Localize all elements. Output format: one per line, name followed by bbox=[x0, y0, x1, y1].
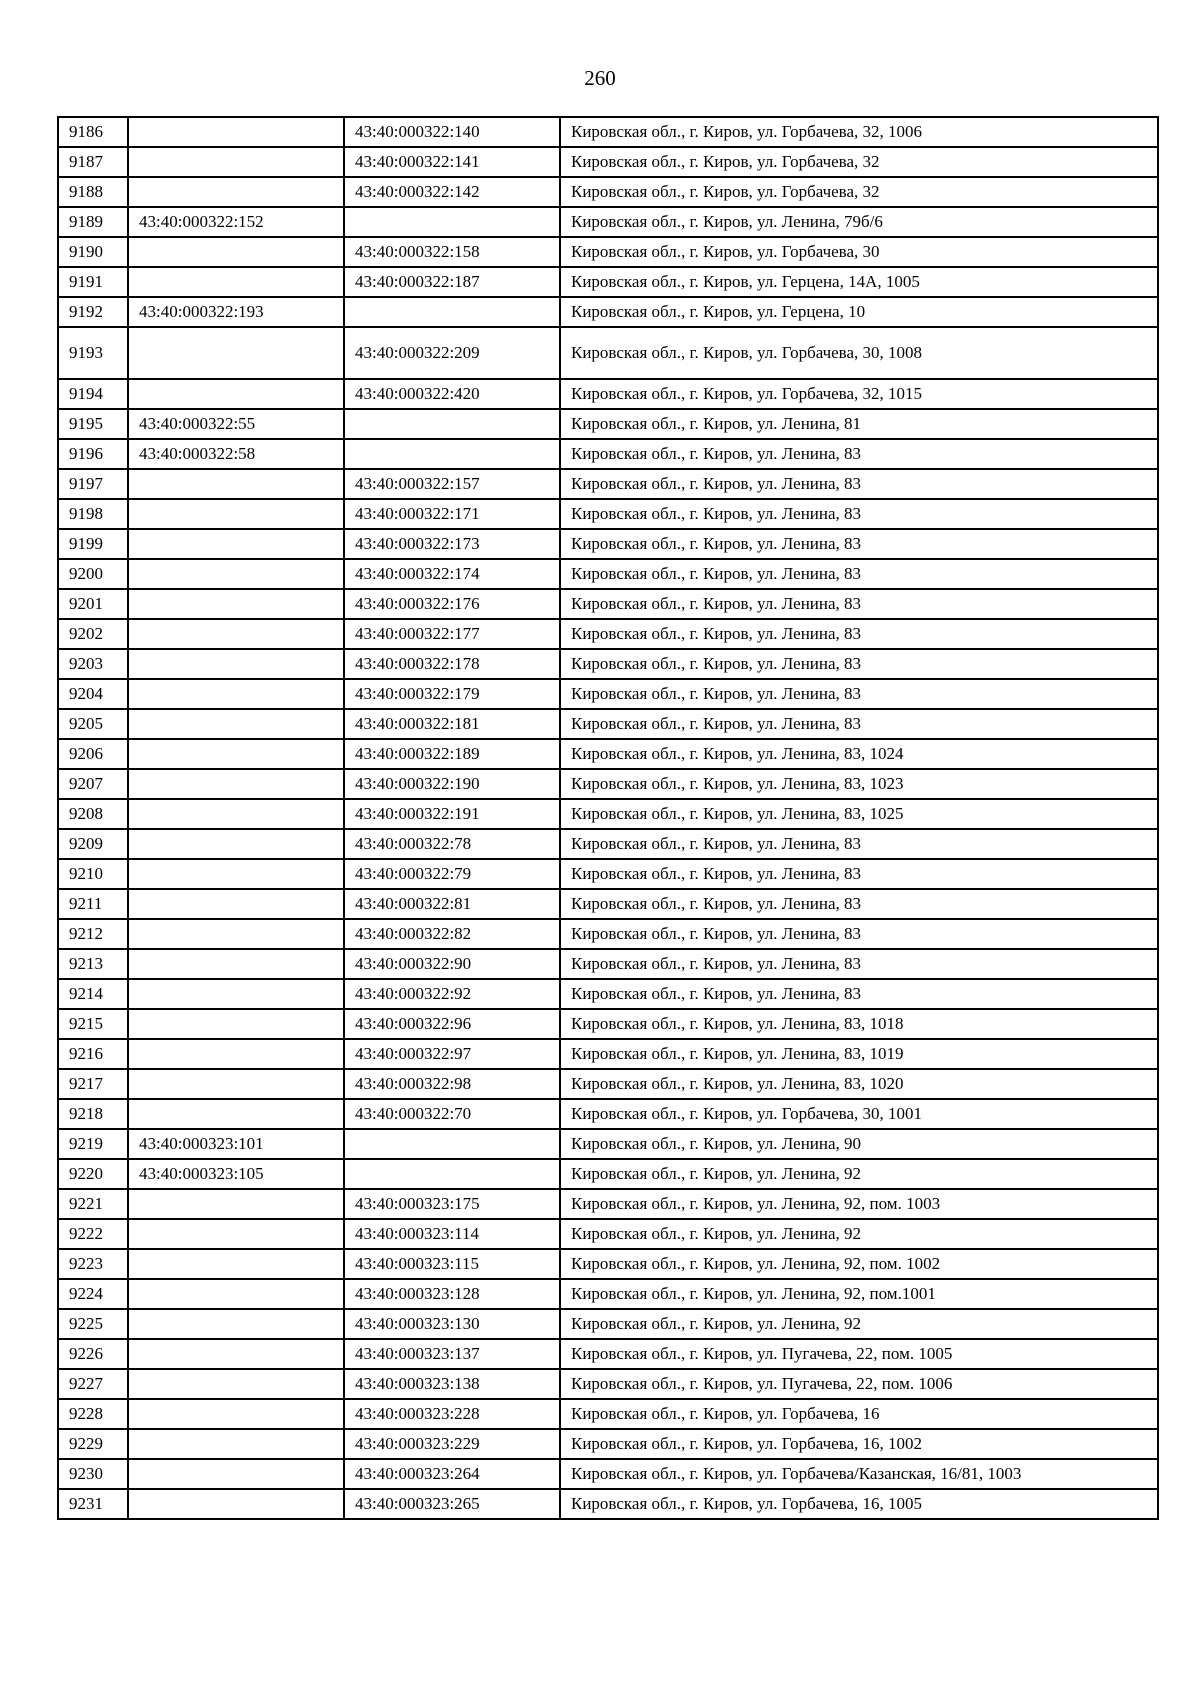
land-cadastral-number-cell bbox=[128, 679, 344, 709]
land-cadastral-number-cell bbox=[128, 859, 344, 889]
table-row bbox=[58, 469, 1158, 499]
land-cadastral-number-cell bbox=[128, 1309, 344, 1339]
object-cadastral-number-cell: 43:40:000322:179 bbox=[344, 679, 560, 709]
land-cadastral-number-cell bbox=[128, 1459, 344, 1489]
object-cadastral-number-cell: 43:40:000323:175 bbox=[344, 1189, 560, 1219]
object-cadastral-number-cell: 43:40:000323:138 bbox=[344, 1369, 560, 1399]
table-row bbox=[58, 619, 1158, 649]
row-number-cell: 9219 bbox=[58, 1129, 128, 1159]
row-number-cell: 9220 bbox=[58, 1159, 128, 1189]
address-cell: Кировская обл., г. Киров, ул. Ленина, 83 bbox=[560, 499, 1158, 529]
table-row bbox=[58, 1279, 1158, 1309]
table-row bbox=[58, 919, 1158, 949]
row-number-cell: 9225 bbox=[58, 1309, 128, 1339]
address-cell: Кировская обл., г. Киров, ул. Ленина, 81 bbox=[560, 409, 1158, 439]
table-row bbox=[58, 207, 1158, 237]
object-cadastral-number-cell: 43:40:000322:97 bbox=[344, 1039, 560, 1069]
address-cell: Кировская обл., г. Киров, ул. Ленина, 83 bbox=[560, 949, 1158, 979]
address-cell: Кировская обл., г. Киров, ул. Ленина, 83, 1025 bbox=[560, 799, 1158, 829]
table-row bbox=[58, 589, 1158, 619]
table-row bbox=[58, 499, 1158, 529]
table-row bbox=[58, 529, 1158, 559]
object-cadastral-number-cell: 43:40:000322:141 bbox=[344, 147, 560, 177]
page-number: 260 bbox=[584, 66, 616, 90]
object-cadastral-number-cell: 43:40:000323:114 bbox=[344, 1219, 560, 1249]
object-cadastral-number-cell: 43:40:000323:137 bbox=[344, 1339, 560, 1369]
row-number-cell: 9214 bbox=[58, 979, 128, 1009]
land-cadastral-number-cell bbox=[128, 379, 344, 409]
address-cell: Кировская обл., г. Киров, ул. Пугачева, 22, пом. 1006 bbox=[560, 1369, 1158, 1399]
land-cadastral-number-cell bbox=[128, 949, 344, 979]
row-number-cell: 9198 bbox=[58, 499, 128, 529]
row-number-cell: 9204 bbox=[58, 679, 128, 709]
row-number-cell: 9228 bbox=[58, 1399, 128, 1429]
object-cadastral-number-cell: 43:40:000323:265 bbox=[344, 1489, 560, 1519]
object-cadastral-number-cell bbox=[344, 439, 560, 469]
land-cadastral-number-cell bbox=[128, 919, 344, 949]
land-cadastral-number-cell bbox=[128, 1399, 344, 1429]
address-cell: Кировская обл., г. Киров, ул. Ленина, 92, пом. 1002 bbox=[560, 1249, 1158, 1279]
table-row bbox=[58, 1489, 1158, 1519]
object-cadastral-number-cell: 43:40:000322:142 bbox=[344, 177, 560, 207]
table-row bbox=[58, 327, 1158, 379]
address-cell: Кировская обл., г. Киров, ул. Ленина, 92 bbox=[560, 1309, 1158, 1339]
row-number-cell: 9191 bbox=[58, 267, 128, 297]
table-row bbox=[58, 829, 1158, 859]
table-row bbox=[58, 709, 1158, 739]
table-row bbox=[58, 1459, 1158, 1489]
address-cell: Кировская обл., г. Киров, ул. Ленина, 83 bbox=[560, 979, 1158, 1009]
object-cadastral-number-cell: 43:40:000322:81 bbox=[344, 889, 560, 919]
object-cadastral-number-cell bbox=[344, 297, 560, 327]
table-row bbox=[58, 1069, 1158, 1099]
address-cell: Кировская обл., г. Киров, ул. Ленина, 83, 1024 bbox=[560, 739, 1158, 769]
table-row bbox=[58, 1039, 1158, 1069]
row-number-cell: 9186 bbox=[58, 117, 128, 147]
row-number-cell: 9217 bbox=[58, 1069, 128, 1099]
object-cadastral-number-cell: 43:40:000322:157 bbox=[344, 469, 560, 499]
row-number-cell: 9206 bbox=[58, 739, 128, 769]
table-row bbox=[58, 649, 1158, 679]
land-cadastral-number-cell bbox=[128, 1249, 344, 1279]
row-number-cell: 9194 bbox=[58, 379, 128, 409]
land-cadastral-number-cell bbox=[128, 1489, 344, 1519]
land-cadastral-number-cell bbox=[128, 327, 344, 379]
land-cadastral-number-cell bbox=[128, 1009, 344, 1039]
address-cell: Кировская обл., г. Киров, ул. Пугачева, 22, пом. 1005 bbox=[560, 1339, 1158, 1369]
land-cadastral-number-cell bbox=[128, 117, 344, 147]
object-cadastral-number-cell: 43:40:000322:420 bbox=[344, 379, 560, 409]
row-number-cell: 9226 bbox=[58, 1339, 128, 1369]
table-row bbox=[58, 1399, 1158, 1429]
object-cadastral-number-cell: 43:40:000322:79 bbox=[344, 859, 560, 889]
row-number-cell: 9196 bbox=[58, 439, 128, 469]
address-cell: Кировская обл., г. Киров, ул. Ленина, 83 bbox=[560, 889, 1158, 919]
address-cell: Кировская обл., г. Киров, ул. Горбачева, 30 bbox=[560, 237, 1158, 267]
land-cadastral-number-cell: 43:40:000323:105 bbox=[128, 1159, 344, 1189]
table-row bbox=[58, 237, 1158, 267]
table-row bbox=[58, 147, 1158, 177]
row-number-cell: 9195 bbox=[58, 409, 128, 439]
table-row bbox=[58, 1159, 1158, 1189]
row-number-cell: 9192 bbox=[58, 297, 128, 327]
row-number-cell: 9215 bbox=[58, 1009, 128, 1039]
address-cell: Кировская обл., г. Киров, ул. Ленина, 92, пом.1001 bbox=[560, 1279, 1158, 1309]
table-row bbox=[58, 949, 1158, 979]
object-cadastral-number-cell: 43:40:000322:176 bbox=[344, 589, 560, 619]
row-number-cell: 9202 bbox=[58, 619, 128, 649]
address-cell: Кировская обл., г. Киров, ул. Ленина, 83 bbox=[560, 619, 1158, 649]
land-cadastral-number-cell bbox=[128, 1429, 344, 1459]
land-cadastral-number-cell bbox=[128, 739, 344, 769]
table-row bbox=[58, 409, 1158, 439]
object-cadastral-number-cell: 43:40:000322:173 bbox=[344, 529, 560, 559]
land-cadastral-number-cell bbox=[128, 979, 344, 1009]
address-cell: Кировская обл., г. Киров, ул. Горбачева, 16, 1005 bbox=[560, 1489, 1158, 1519]
address-cell: Кировская обл., г. Киров, ул. Горбачева, 30, 1008 bbox=[560, 327, 1158, 379]
address-cell: Кировская обл., г. Киров, ул. Ленина, 92 bbox=[560, 1159, 1158, 1189]
object-cadastral-number-cell: 43:40:000322:174 bbox=[344, 559, 560, 589]
table-row bbox=[58, 177, 1158, 207]
land-cadastral-number-cell bbox=[128, 1219, 344, 1249]
address-cell: Кировская обл., г. Киров, ул. Ленина, 83 bbox=[560, 529, 1158, 559]
row-number-cell: 9213 bbox=[58, 949, 128, 979]
address-cell: Кировская обл., г. Киров, ул. Герцена, 10 bbox=[560, 297, 1158, 327]
land-cadastral-number-cell bbox=[128, 829, 344, 859]
object-cadastral-number-cell: 43:40:000322:181 bbox=[344, 709, 560, 739]
land-cadastral-number-cell bbox=[128, 589, 344, 619]
object-cadastral-number-cell: 43:40:000322:178 bbox=[344, 649, 560, 679]
land-cadastral-number-cell bbox=[128, 499, 344, 529]
land-cadastral-number-cell bbox=[128, 1339, 344, 1369]
object-cadastral-number-cell: 43:40:000323:229 bbox=[344, 1429, 560, 1459]
row-number-cell: 9199 bbox=[58, 529, 128, 559]
object-cadastral-number-cell: 43:40:000323:115 bbox=[344, 1249, 560, 1279]
row-number-cell: 9218 bbox=[58, 1099, 128, 1129]
address-cell: Кировская обл., г. Киров, ул. Ленина, 83 bbox=[560, 469, 1158, 499]
land-cadastral-number-cell: 43:40:000322:58 bbox=[128, 439, 344, 469]
object-cadastral-number-cell: 43:40:000323:228 bbox=[344, 1399, 560, 1429]
object-cadastral-number-cell: 43:40:000322:158 bbox=[344, 237, 560, 267]
row-number-cell: 9212 bbox=[58, 919, 128, 949]
row-number-cell: 9216 bbox=[58, 1039, 128, 1069]
address-cell: Кировская обл., г. Киров, ул. Горбачева, 32, 1006 bbox=[560, 117, 1158, 147]
object-cadastral-number-cell: 43:40:000322:171 bbox=[344, 499, 560, 529]
table-row bbox=[58, 559, 1158, 589]
land-cadastral-number-cell bbox=[128, 177, 344, 207]
object-cadastral-number-cell bbox=[344, 409, 560, 439]
table-row bbox=[58, 267, 1158, 297]
table-row bbox=[58, 379, 1158, 409]
object-cadastral-number-cell: 43:40:000322:209 bbox=[344, 327, 560, 379]
row-number-cell: 9201 bbox=[58, 589, 128, 619]
address-cell: Кировская обл., г. Киров, ул. Горбачева/Казанская, 16/81, 1003 bbox=[560, 1459, 1158, 1489]
row-number-cell: 9210 bbox=[58, 859, 128, 889]
table-row bbox=[58, 1339, 1158, 1369]
table-row bbox=[58, 1099, 1158, 1129]
table-row bbox=[58, 439, 1158, 469]
land-cadastral-number-cell bbox=[128, 267, 344, 297]
object-cadastral-number-cell: 43:40:000322:189 bbox=[344, 739, 560, 769]
land-cadastral-number-cell bbox=[128, 529, 344, 559]
table-row bbox=[58, 1429, 1158, 1459]
object-cadastral-number-cell: 43:40:000322:98 bbox=[344, 1069, 560, 1099]
land-cadastral-number-cell bbox=[128, 1039, 344, 1069]
object-cadastral-number-cell: 43:40:000322:187 bbox=[344, 267, 560, 297]
object-cadastral-number-cell: 43:40:000322:191 bbox=[344, 799, 560, 829]
row-number-cell: 9229 bbox=[58, 1429, 128, 1459]
row-number-cell: 9200 bbox=[58, 559, 128, 589]
land-cadastral-number-cell: 43:40:000322:152 bbox=[128, 207, 344, 237]
address-cell: Кировская обл., г. Киров, ул. Ленина, 83 bbox=[560, 829, 1158, 859]
land-cadastral-number-cell bbox=[128, 1099, 344, 1129]
address-cell: Кировская обл., г. Киров, ул. Ленина, 92, пом. 1003 bbox=[560, 1189, 1158, 1219]
land-cadastral-number-cell bbox=[128, 1369, 344, 1399]
land-cadastral-number-cell bbox=[128, 1069, 344, 1099]
table-row bbox=[58, 1189, 1158, 1219]
table-row bbox=[58, 1309, 1158, 1339]
object-cadastral-number-cell: 43:40:000322:82 bbox=[344, 919, 560, 949]
row-number-cell: 9231 bbox=[58, 1489, 128, 1519]
row-number-cell: 9188 bbox=[58, 177, 128, 207]
row-number-cell: 9223 bbox=[58, 1249, 128, 1279]
row-number-cell: 9193 bbox=[58, 327, 128, 379]
row-number-cell: 9221 bbox=[58, 1189, 128, 1219]
row-number-cell: 9205 bbox=[58, 709, 128, 739]
address-cell: Кировская обл., г. Киров, ул. Горбачева, 32 bbox=[560, 147, 1158, 177]
address-cell: Кировская обл., г. Киров, ул. Ленина, 83 bbox=[560, 649, 1158, 679]
row-number-cell: 9190 bbox=[58, 237, 128, 267]
land-cadastral-number-cell bbox=[128, 619, 344, 649]
address-cell: Кировская обл., г. Киров, ул. Ленина, 83, 1018 bbox=[560, 1009, 1158, 1039]
address-cell: Кировская обл., г. Киров, ул. Ленина, 83, 1020 bbox=[560, 1069, 1158, 1099]
object-cadastral-number-cell bbox=[344, 1159, 560, 1189]
object-cadastral-number-cell: 43:40:000322:140 bbox=[344, 117, 560, 147]
land-cadastral-number-cell: 43:40:000323:101 bbox=[128, 1129, 344, 1159]
table-row bbox=[58, 1249, 1158, 1279]
row-number-cell: 9208 bbox=[58, 799, 128, 829]
address-cell: Кировская обл., г. Киров, ул. Горбачева, 30, 1001 bbox=[560, 1099, 1158, 1129]
row-number-cell: 9230 bbox=[58, 1459, 128, 1489]
table-row bbox=[58, 1009, 1158, 1039]
land-cadastral-number-cell bbox=[128, 147, 344, 177]
row-number-cell: 9211 bbox=[58, 889, 128, 919]
row-number-cell: 9207 bbox=[58, 769, 128, 799]
row-number-cell: 9224 bbox=[58, 1279, 128, 1309]
table-row bbox=[58, 979, 1158, 1009]
address-cell: Кировская обл., г. Киров, ул. Ленина, 83 bbox=[560, 919, 1158, 949]
address-cell: Кировская обл., г. Киров, ул. Горбачева, 32, 1015 bbox=[560, 379, 1158, 409]
object-cadastral-number-cell: 43:40:000322:78 bbox=[344, 829, 560, 859]
table-row bbox=[58, 799, 1158, 829]
table-row bbox=[58, 297, 1158, 327]
object-cadastral-number-cell: 43:40:000322:92 bbox=[344, 979, 560, 1009]
object-cadastral-number-cell: 43:40:000322:190 bbox=[344, 769, 560, 799]
land-cadastral-number-cell: 43:40:000322:55 bbox=[128, 409, 344, 439]
row-number-cell: 9203 bbox=[58, 649, 128, 679]
table-row bbox=[58, 1129, 1158, 1159]
land-cadastral-number-cell bbox=[128, 799, 344, 829]
address-cell: Кировская обл., г. Киров, ул. Горбачева, 16, 1002 bbox=[560, 1429, 1158, 1459]
land-cadastral-number-cell: 43:40:000322:193 bbox=[128, 297, 344, 327]
address-cell: Кировская обл., г. Киров, ул. Герцена, 14А, 1005 bbox=[560, 267, 1158, 297]
address-cell: Кировская обл., г. Киров, ул. Ленина, 83 bbox=[560, 679, 1158, 709]
land-cadastral-number-cell bbox=[128, 559, 344, 589]
object-cadastral-number-cell: 43:40:000323:130 bbox=[344, 1309, 560, 1339]
table-row bbox=[58, 117, 1158, 147]
table-row bbox=[58, 889, 1158, 919]
address-cell: Кировская обл., г. Киров, ул. Горбачева, 16 bbox=[560, 1399, 1158, 1429]
address-cell: Кировская обл., г. Киров, ул. Ленина, 92 bbox=[560, 1219, 1158, 1249]
land-cadastral-number-cell bbox=[128, 649, 344, 679]
row-number-cell: 9197 bbox=[58, 469, 128, 499]
land-cadastral-number-cell bbox=[128, 709, 344, 739]
address-cell: Кировская обл., г. Киров, ул. Ленина, 83, 1023 bbox=[560, 769, 1158, 799]
row-number-cell: 9209 bbox=[58, 829, 128, 859]
row-number-cell: 9222 bbox=[58, 1219, 128, 1249]
object-cadastral-number-cell bbox=[344, 1129, 560, 1159]
table-row bbox=[58, 769, 1158, 799]
row-number-cell: 9187 bbox=[58, 147, 128, 177]
address-cell: Кировская обл., г. Киров, ул. Ленина, 83 bbox=[560, 859, 1158, 889]
land-cadastral-number-cell bbox=[128, 1189, 344, 1219]
land-cadastral-number-cell bbox=[128, 237, 344, 267]
table-row bbox=[58, 1369, 1158, 1399]
address-cell: Кировская обл., г. Киров, ул. Ленина, 79б/6 bbox=[560, 207, 1158, 237]
address-cell: Кировская обл., г. Киров, ул. Ленина, 83 bbox=[560, 559, 1158, 589]
object-cadastral-number-cell: 43:40:000322:177 bbox=[344, 619, 560, 649]
address-cell: Кировская обл., г. Киров, ул. Ленина, 83 bbox=[560, 439, 1158, 469]
address-cell: Кировская обл., г. Киров, ул. Ленина, 83 bbox=[560, 589, 1158, 619]
land-cadastral-number-cell bbox=[128, 1279, 344, 1309]
address-cell: Кировская обл., г. Киров, ул. Горбачева, 32 bbox=[560, 177, 1158, 207]
object-cadastral-number-cell: 43:40:000322:90 bbox=[344, 949, 560, 979]
land-cadastral-number-cell bbox=[128, 889, 344, 919]
object-cadastral-number-cell: 43:40:000322:96 bbox=[344, 1009, 560, 1039]
object-cadastral-number-cell: 43:40:000323:128 bbox=[344, 1279, 560, 1309]
land-cadastral-number-cell bbox=[128, 769, 344, 799]
address-cell: Кировская обл., г. Киров, ул. Ленина, 83, 1019 bbox=[560, 1039, 1158, 1069]
table-row bbox=[58, 739, 1158, 769]
table-row bbox=[58, 679, 1158, 709]
row-number-cell: 9189 bbox=[58, 207, 128, 237]
row-number-cell: 9227 bbox=[58, 1369, 128, 1399]
registry-table-body bbox=[58, 117, 1158, 1519]
registry-table bbox=[57, 116, 1159, 1520]
address-cell: Кировская обл., г. Киров, ул. Ленина, 83 bbox=[560, 709, 1158, 739]
land-cadastral-number-cell bbox=[128, 469, 344, 499]
object-cadastral-number-cell: 43:40:000323:264 bbox=[344, 1459, 560, 1489]
table-row bbox=[58, 859, 1158, 889]
object-cadastral-number-cell: 43:40:000322:70 bbox=[344, 1099, 560, 1129]
object-cadastral-number-cell bbox=[344, 207, 560, 237]
address-cell: Кировская обл., г. Киров, ул. Ленина, 90 bbox=[560, 1129, 1158, 1159]
table-row bbox=[58, 1219, 1158, 1249]
